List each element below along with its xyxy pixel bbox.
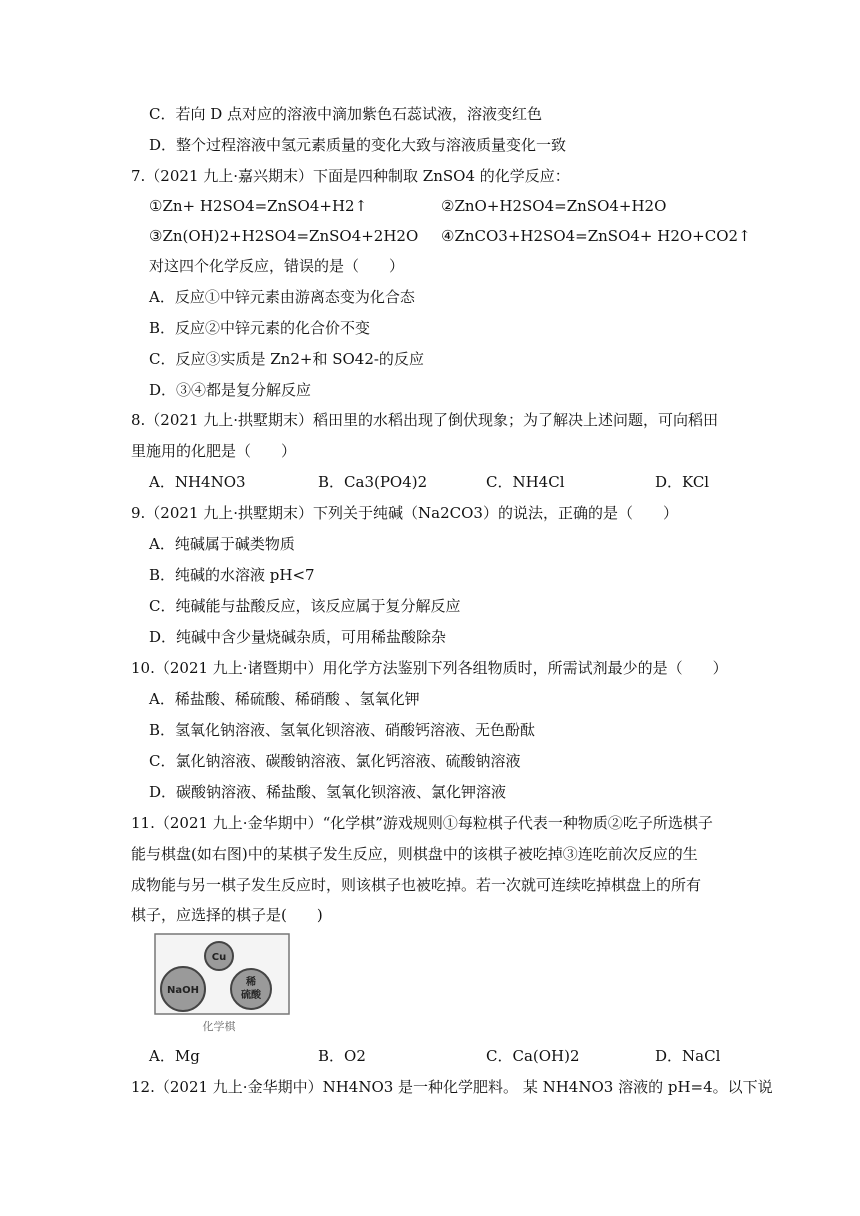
q7-option-a: A．反应①中锌元素由游离态变为化合态 (149, 288, 415, 306)
q9-option-d: D．纯碱中含少量烧碱杂质，可用稀盐酸除杂 (149, 628, 447, 646)
q8-option-d: D．KCl (655, 473, 710, 491)
q10-stem: 10.（2021 九上·诸暨期中）用化学方法鉴别下列各组物质时，所需试剂最少的是（ ） (131, 659, 728, 677)
q10-option-c: C．氯化钠溶液、碳酸钠溶液、氯化钙溶液、硫酸钠溶液 (149, 752, 521, 770)
q12-stem: 12.（2021 九上·金华期中）NH4NO3 是一种化学肥料。 某 NH4NO3 溶液的 pH=4。以下说 (131, 1078, 773, 1096)
q7-reaction-1: ①Zn+ H2SO4=ZnSO4+H2↑ (149, 197, 368, 215)
q7-reaction-3: ③Zn(OH)2+H2SO4=ZnSO4+2H2O (149, 227, 419, 245)
q10-option-a: A．稀盐酸、稀硫酸、稀硝酸 、氢氧化钾 (149, 690, 420, 708)
q8-option-b: B．Ca3(PO4)2 (318, 473, 428, 491)
q7-reaction-2: ②ZnO+H2SO4=ZnSO4+H2O (441, 197, 667, 215)
chess-piece-cu-label: Cu (211, 952, 227, 963)
q11-option-d: D．NaCl (655, 1047, 721, 1065)
q7-option-d: D．③④都是复分解反应 (149, 381, 312, 399)
q6-option-d: D．整个过程溶液中氢元素质量的变化大致与溶液质量变化一致 (149, 136, 567, 154)
q8-stem-line1: 8.（2021 九上·拱墅期末）稻田里的水稻出现了倒伏现象；为了解决上述问题，可向稻田 (131, 411, 719, 429)
chess-piece-acid-label-2: 硫酸 (241, 990, 261, 1001)
chess-piece-acid-label-1: 稀 (246, 977, 256, 988)
chess-piece-naoh-label: NaOH (167, 985, 199, 996)
q6-option-c: C．若向 D 点对应的溶液中滴加紫色石蕊试液，溶液变红色 (149, 105, 543, 123)
chess-board-svg (153, 932, 293, 1036)
q11-stem-line3: 成物能与另一棋子发生反应时，则该棋子也被吃掉。若一次就可连续吃掉棋盘上的所有 (131, 876, 702, 894)
q11-option-a: A．Mg (149, 1047, 200, 1065)
q11-stem-line1: 11.（2021 九上·金华期中）“化学棋”游戏规则①每粒棋子代表一种物质②吃子所选棋子 (131, 814, 713, 832)
q11-stem-line2: 能与棋盘(如右图)中的某棋子发生反应，则棋盘中的该棋子被吃掉③连吃前次反应的生 (131, 845, 698, 863)
q11-stem-line4: 棋子，应选择的棋子是( ) (131, 906, 323, 924)
chess-board-figure (153, 932, 293, 1036)
q9-option-c: C．纯碱能与盐酸反应，该反应属于复分解反应 (149, 597, 461, 615)
q8-option-c: C．NH4Cl (486, 473, 565, 491)
q7-option-c: C．反应③实质是 Zn2+和 SO42-的反应 (149, 350, 424, 368)
q8-option-a: A．NH4NO3 (149, 473, 246, 491)
q8-stem-line2: 里施用的化肥是（ ） (131, 442, 297, 460)
q9-option-a: A．纯碱属于碱类物质 (149, 535, 295, 553)
q7-ask: 对这四个化学反应，错误的是（ ） (149, 257, 405, 275)
q7-reaction-4: ④ZnCO3+H2SO4=ZnSO4+ H2O+CO2↑ (441, 227, 751, 245)
q9-stem: 9.（2021 九上·拱墅期末）下列关于纯碱（Na2CO3）的说法，正确的是（ ） (131, 504, 678, 522)
q7-option-b: B．反应②中锌元素的化合价不变 (149, 319, 371, 337)
q9-option-b: B．纯碱的水溶液 pH<7 (149, 566, 315, 584)
q7-stem: 7.（2021 九上·嘉兴期末）下面是四种制取 ZnSO4 的化学反应： (131, 167, 570, 185)
chess-board-caption: 化学棋 (202, 1020, 236, 1033)
chess-piece-sulfuric-acid (231, 969, 271, 1009)
q10-option-d: D．碳酸钠溶液、稀盐酸、氢氧化钡溶液、氯化钾溶液 (149, 783, 507, 801)
q11-option-b: B．O2 (318, 1047, 366, 1065)
q10-option-b: B．氢氧化钠溶液、氢氧化钡溶液、硝酸钙溶液、无色酚酞 (149, 721, 536, 739)
q11-option-c: C．Ca(OH)2 (486, 1047, 580, 1065)
